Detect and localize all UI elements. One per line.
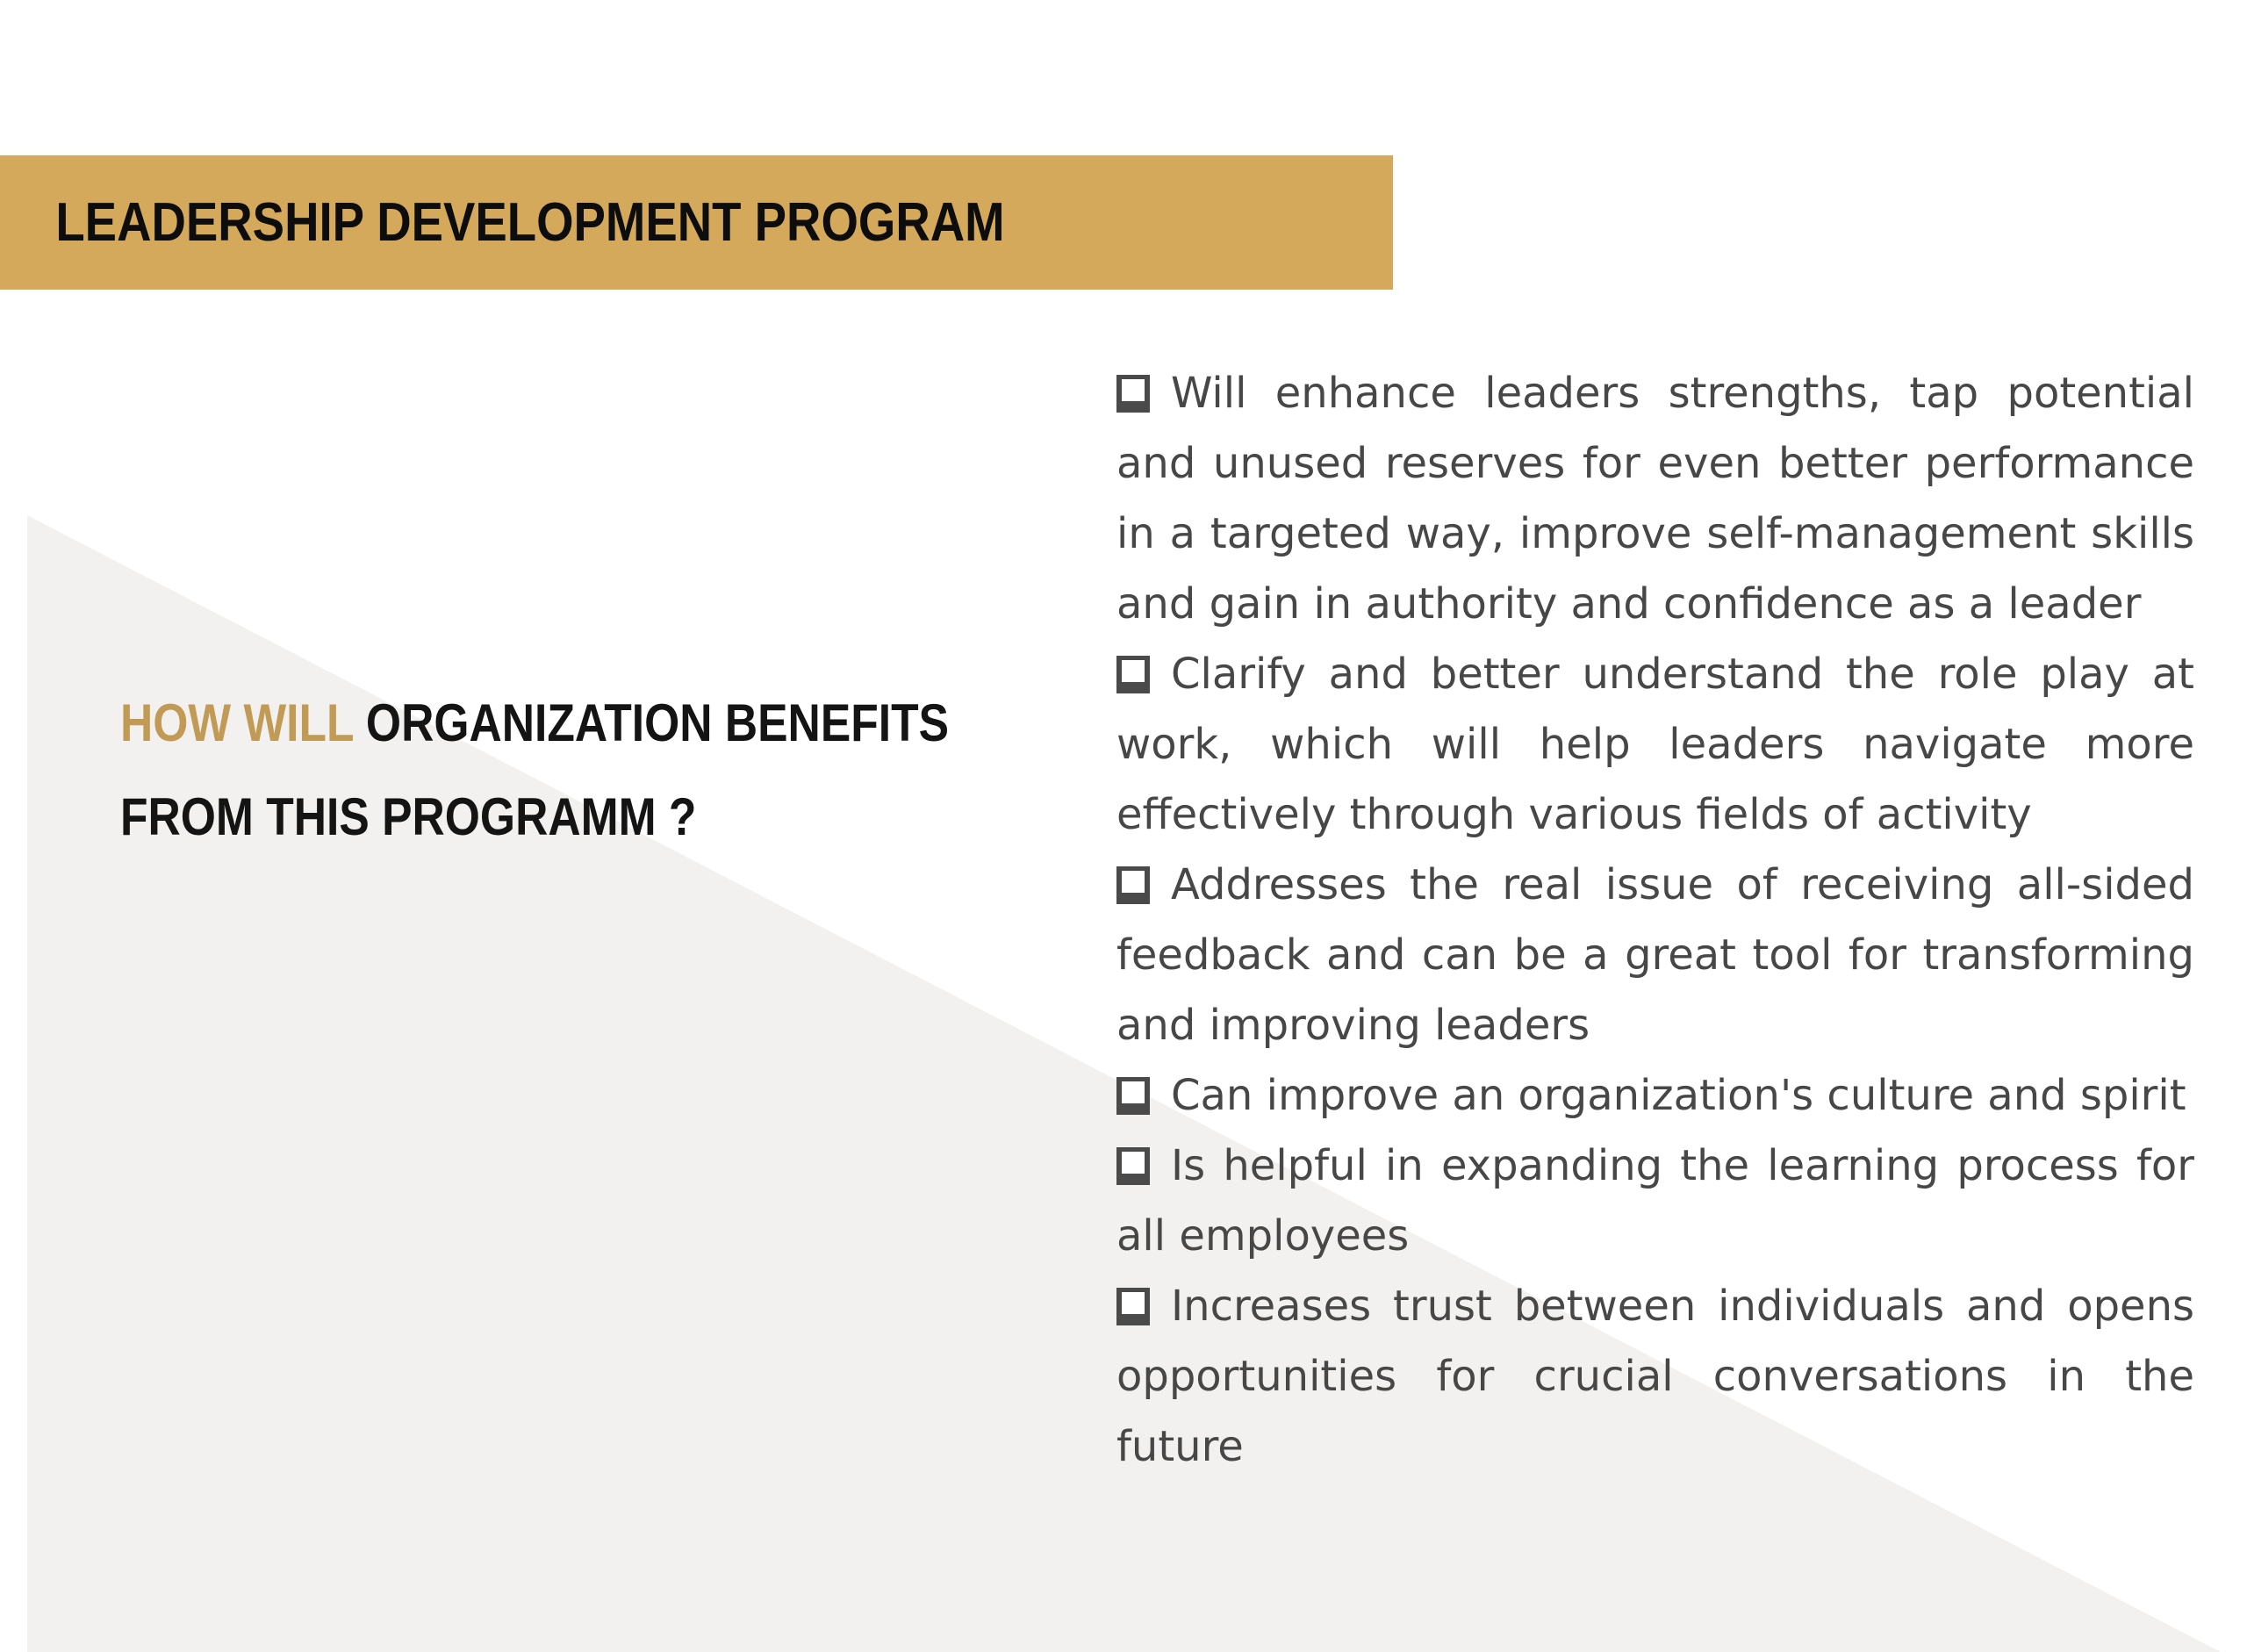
benefit-text: Will enhance leaders strengths, tap potential and unused reserves for even better performance in a targeted way, improve self-management skills and gain in authority and confidence as a leader (1116, 369, 2194, 628)
benefit-item (1116, 1131, 2194, 1271)
benefit-text: Is helpful in expanding the learning process for all employees (1116, 1141, 2194, 1261)
checkbox-icon (1116, 375, 1150, 413)
benefit-item (1116, 639, 2194, 850)
benefits-panel (1116, 358, 2194, 1482)
benefit-text: Increases trust between individuals and opens opportunities for crucial conversations in the future (1116, 1282, 2194, 1471)
benefits-list (1116, 358, 2194, 1482)
checkbox-icon (1116, 656, 1150, 693)
question-line1-rest: ORGANIZATION BENEFITS (353, 693, 950, 752)
question-line2: FROM THIS PROGRAMM ? (120, 787, 697, 846)
question-highlight: HOW WILL (120, 693, 354, 752)
benefit-item (1116, 1060, 2194, 1131)
benefit-text: Can improve an organization's culture and spirit (1171, 1071, 2186, 1120)
title-banner (0, 155, 1393, 290)
benefit-item (1116, 1271, 2194, 1482)
benefit-item (1116, 850, 2194, 1060)
question-heading (120, 676, 1253, 864)
benefit-text: Addresses the real issue of receiving all-sided feedback and can be a great tool for transforming and improving leaders (1116, 860, 2194, 1050)
benefit-item (1116, 358, 2194, 639)
checkbox-icon (1116, 1288, 1150, 1325)
checkbox-icon (1116, 1077, 1150, 1115)
checkbox-icon (1116, 866, 1150, 904)
benefit-text: Clarify and better understand the role play at work, which will help leaders navigate more effectively through various fields of activity (1116, 650, 2194, 839)
checkbox-icon (1116, 1147, 1150, 1185)
slide-title: LEADERSHIP DEVELOPMENT PROGRAM (55, 192, 1005, 253)
